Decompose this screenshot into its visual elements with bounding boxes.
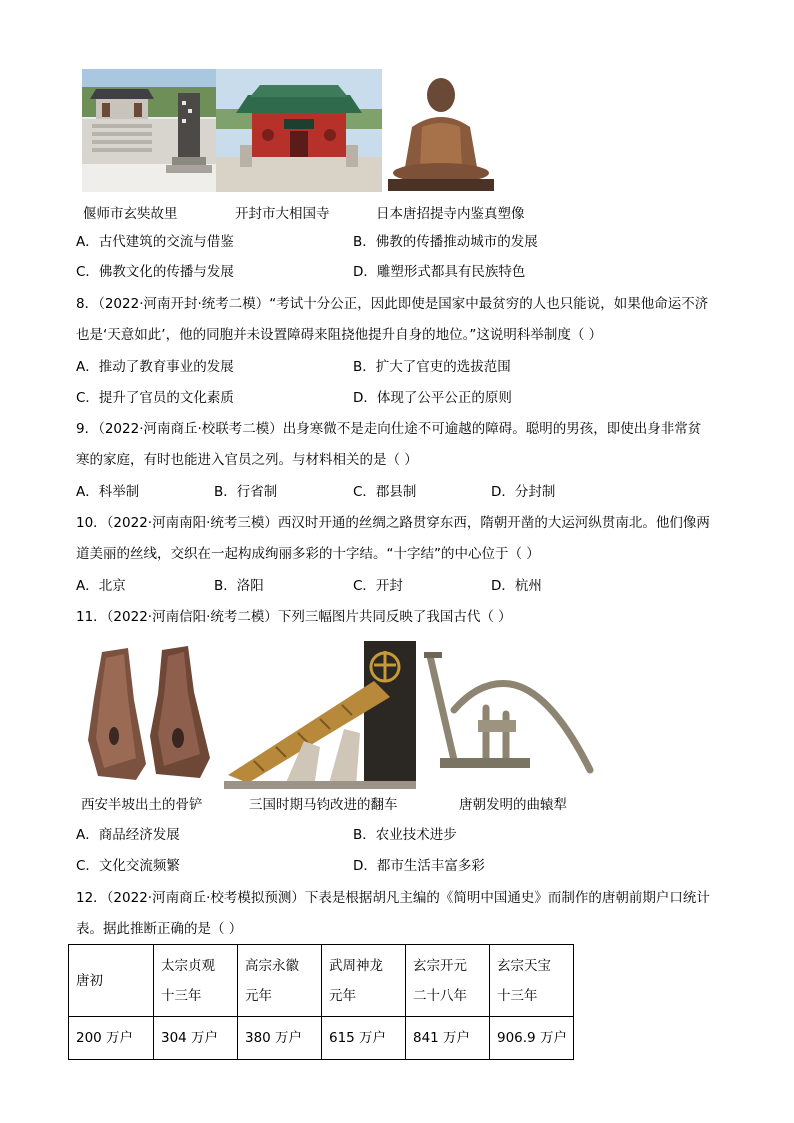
jianzhen-statue-photo — [382, 69, 500, 192]
q11-option-b[interactable]: B．农业技术进步 — [353, 827, 457, 843]
q11-caption-1: 西安半坡出土的骨铲 — [81, 797, 203, 813]
q8-option-d[interactable]: D．体现了公平公正的原则 — [353, 390, 512, 406]
q9-option-d[interactable]: D．分封制 — [491, 484, 556, 500]
q10-stem-line-2: 道美丽的丝线，交织在一起构成绚丽多彩的十字结。“十字结”的中心位于（ ） — [76, 546, 540, 562]
q7-option-d[interactable]: D．雕塑形式都具有民族特色 — [353, 264, 526, 280]
q7-option-b[interactable]: B．佛教的传播推动城市的发展 — [353, 234, 538, 250]
q7-caption-3: 日本唐招提寺内鉴真塑像 — [376, 206, 525, 222]
table-header-row — [69, 945, 574, 1017]
table-header-cell: 玄宗天宝 十三年 — [490, 945, 574, 1017]
q11-option-d[interactable]: D．都市生活丰富多彩 — [353, 858, 485, 874]
q9-stem-line-2: 寒的家庭，有时也能进入官员之列。与材料相关的是（ ） — [76, 452, 418, 468]
xuanzang-hometown-photo — [82, 69, 216, 192]
q7-option-c[interactable]: C．佛教文化的传播与发展 — [76, 264, 234, 280]
q10-stem-line-1: 10．（2022·河南南阳·统考三模）西汉时开通的丝绸之路贯穿东西，隋朝开凿的大运河纵贯南北。他们像两 — [76, 515, 710, 531]
table-header-cell: 太宗贞观 十三年 — [154, 945, 238, 1017]
table-cell: 380 万户 — [238, 1017, 322, 1060]
q12-stem-line-1: 12．（2022·河南商丘·校考模拟预测）下表是根据胡凡主编的《简明中国通史》而制作的唐朝前期户口统计 — [76, 890, 710, 906]
q8-stem-line-2: 也是‘天意如此’，他的同胞并未设置障碍来阻挠他提升自身的地位。”这说明科举制度（ ） — [76, 327, 603, 343]
q11-caption-2: 三国时期马钧改进的翻车 — [249, 797, 398, 813]
curved-shaft-plow-photo — [420, 650, 598, 780]
daxiangguo-temple-photo — [216, 69, 382, 192]
q8-option-b[interactable]: B．扩大了官吏的选拔范围 — [353, 359, 511, 375]
q9-option-b[interactable]: B．行省制 — [214, 484, 278, 500]
bone-spade-photo — [84, 640, 218, 786]
q7-caption-1: 偃师市玄奘故里 — [83, 206, 178, 222]
q11-caption-3: 唐朝发明的曲辕犁 — [459, 797, 567, 813]
table-header-cell: 高宗永徽 元年 — [238, 945, 322, 1017]
q9-option-a[interactable]: A．科举制 — [76, 484, 140, 500]
q11-option-c[interactable]: C．文化交流频繁 — [76, 858, 180, 874]
table-cell: 304 万户 — [154, 1017, 238, 1060]
q10-option-d[interactable]: D．杭州 — [491, 578, 542, 594]
q7-option-a[interactable]: A．古代建筑的交流与借鉴 — [76, 234, 234, 250]
table-header-cell: 玄宗开元 二十八年 — [406, 945, 490, 1017]
tang-population-table — [68, 944, 574, 1060]
dragon-backbone-waterwheel-photo — [224, 637, 416, 789]
q10-option-c[interactable]: C．开封 — [353, 578, 403, 594]
q10-option-b[interactable]: B．洛阳 — [214, 578, 264, 594]
table-header-cell: 武周神龙 元年 — [322, 945, 406, 1017]
q11-option-a[interactable]: A．商品经济发展 — [76, 827, 180, 843]
q8-option-c[interactable]: C．提升了官员的文化素质 — [76, 390, 234, 406]
table-cell: 615 万户 — [322, 1017, 406, 1060]
q11-stem-line-1: 11．（2022·河南信阳·统考二模）下列三幅图片共同反映了我国古代（ ） — [76, 609, 512, 625]
q8-stem-line-1: 8．（2022·河南开封·统考二模）“考试十分公正，因此即使是国家中最贫穷的人也只能说，如果他命运不济 — [76, 296, 709, 312]
table-cell: 200 万户 — [69, 1017, 154, 1060]
q8-option-a[interactable]: A．推动了教育事业的发展 — [76, 359, 234, 375]
q7-caption-2: 开封市大相国寺 — [235, 206, 330, 222]
q9-option-c[interactable]: C．郡县制 — [353, 484, 417, 500]
table-cell: 841 万户 — [406, 1017, 490, 1060]
table-header-cell: 唐初 — [69, 945, 154, 1017]
table-cell: 906.9 万户 — [490, 1017, 574, 1060]
q9-stem-line-1: 9．（2022·河南商丘·校联考二模）出身寒微不是走向仕途不可逾越的障碍。聪明的男孩，即使出身非常贫 — [76, 421, 702, 437]
q12-stem-line-2: 表。据此推断正确的是（ ） — [76, 921, 243, 937]
table-row — [69, 1017, 574, 1060]
q10-option-a[interactable]: A．北京 — [76, 578, 126, 594]
